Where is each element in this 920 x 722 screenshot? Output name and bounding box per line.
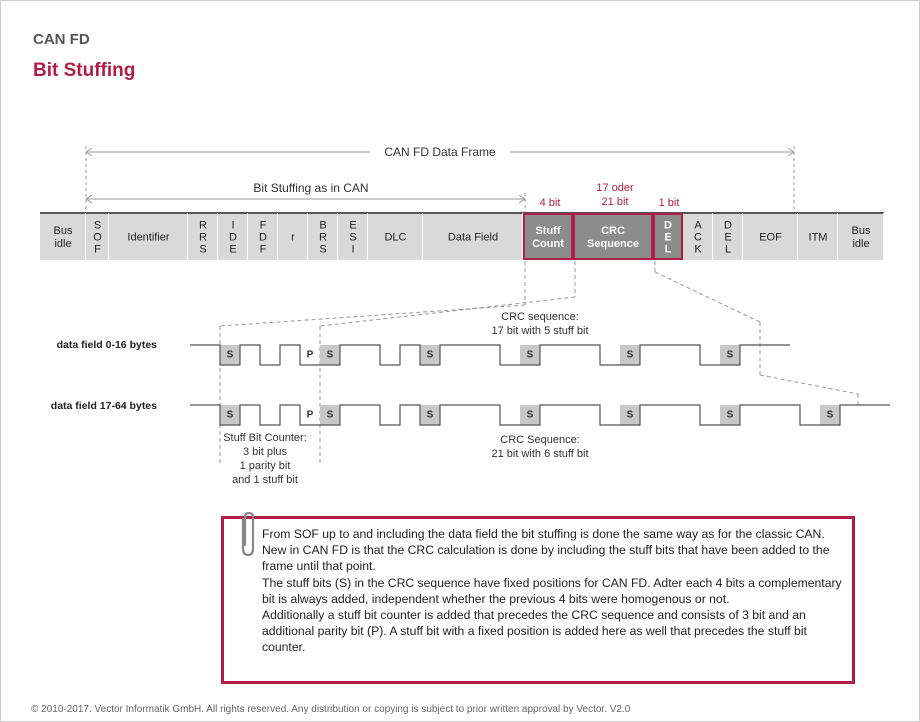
stuff-bit bbox=[520, 345, 540, 365]
svg-text:S: S bbox=[326, 409, 334, 421]
paperclip-icon bbox=[236, 511, 260, 559]
note-paragraph: New in CAN FD is that the CRC calculation is done by including the stuff bits that have been added to the frame until that point. bbox=[262, 543, 830, 574]
field-label: I bbox=[351, 243, 355, 256]
parity-bit bbox=[307, 350, 314, 361]
field-stuff-count bbox=[523, 213, 573, 260]
svg-text:S: S bbox=[626, 349, 634, 361]
frame-fields bbox=[40, 213, 884, 260]
field-label: EOF bbox=[759, 231, 782, 244]
stuff-bit bbox=[620, 405, 640, 425]
field-label: E bbox=[229, 243, 237, 256]
frame-span-label: CAN FD Data Frame bbox=[384, 145, 496, 159]
explanation-note bbox=[221, 516, 855, 684]
svg-text:S: S bbox=[226, 409, 234, 421]
waveforms bbox=[190, 345, 890, 425]
field-esi bbox=[338, 213, 368, 260]
field-label: F bbox=[259, 243, 267, 256]
svg-text:S: S bbox=[726, 409, 734, 421]
stuff-bit bbox=[820, 405, 840, 425]
field-brs bbox=[308, 213, 338, 260]
stuff-bit bbox=[420, 345, 440, 365]
field-label: S bbox=[93, 219, 102, 232]
crc-note2-line1: CRC Sequence: bbox=[500, 434, 580, 446]
svg-text:S: S bbox=[326, 349, 334, 361]
svg-text:S: S bbox=[726, 349, 734, 361]
field-label: I bbox=[231, 219, 235, 232]
waveform-row2 bbox=[190, 405, 890, 425]
slide-title: Bit Stuffing bbox=[33, 60, 136, 81]
field-label: F bbox=[259, 219, 267, 232]
field-rrs bbox=[188, 213, 218, 260]
field-label: CRC bbox=[601, 225, 625, 237]
crc-note1-line1: CRC sequence: bbox=[501, 311, 579, 323]
field-label: idle bbox=[54, 238, 72, 250]
crc-bits-label-line1: 17 oder bbox=[596, 182, 634, 194]
crc-note1-line2: 17 bit with 5 stuff bit bbox=[491, 325, 589, 337]
field-crc-sequence bbox=[573, 213, 653, 260]
counter-note-line4: and 1 stuff bit bbox=[232, 474, 298, 486]
field-label: E bbox=[664, 231, 672, 244]
stuff-bit bbox=[220, 405, 240, 425]
field-label: B bbox=[319, 219, 327, 232]
field-label: F bbox=[94, 243, 101, 256]
field-label: R bbox=[199, 231, 207, 244]
note-text bbox=[262, 526, 847, 656]
svg-text:S: S bbox=[226, 349, 234, 361]
svg-text:S: S bbox=[826, 409, 834, 421]
parity-bit bbox=[307, 410, 314, 421]
frame-span-arrow bbox=[86, 143, 794, 212]
field-label: ITM bbox=[808, 231, 828, 244]
field-label: D bbox=[229, 231, 237, 244]
field-label: E bbox=[349, 219, 357, 232]
stuff-bit bbox=[720, 405, 740, 425]
field-label: S bbox=[199, 243, 207, 256]
field-label: Sequence bbox=[587, 238, 639, 250]
field-crc-del bbox=[653, 213, 683, 260]
svg-text:P: P bbox=[306, 349, 314, 361]
field-label: K bbox=[694, 243, 702, 256]
field-ack bbox=[683, 213, 713, 260]
field-label: Data Field bbox=[447, 231, 499, 244]
field-label: Count bbox=[532, 238, 564, 250]
field-label: C bbox=[694, 231, 702, 244]
field-label: R bbox=[199, 219, 207, 232]
stuff-bit bbox=[220, 345, 240, 365]
stuffing-span-label: Bit Stuffing as in CAN bbox=[253, 181, 369, 195]
copyright-footer: © 2010-2017. Vector Informatik GmbH. All rights reserved. Any distribution or copying is subject to prior written approval by Vector. V2.0 bbox=[31, 704, 631, 715]
svg-text:S: S bbox=[426, 409, 434, 421]
crc-bits-label-line2: 21 bit bbox=[601, 196, 629, 208]
field-label: Bus bbox=[53, 225, 73, 237]
field-sof bbox=[86, 213, 109, 260]
field-label: r bbox=[291, 231, 295, 244]
stuff-bit bbox=[320, 405, 340, 425]
stuffing-span-arrow bbox=[86, 181, 525, 212]
field-bus-idle-start bbox=[40, 213, 86, 260]
crc-note2-line2: 21 bit with 6 stuff bit bbox=[491, 448, 589, 460]
field-label: L bbox=[664, 243, 672, 256]
waveform-row1 bbox=[190, 345, 790, 365]
svg-text:S: S bbox=[626, 409, 634, 421]
field-label: idle bbox=[852, 238, 870, 250]
stuff-bit bbox=[420, 405, 440, 425]
counter-note-line2: 3 bit plus bbox=[242, 446, 288, 458]
svg-text:S: S bbox=[526, 409, 534, 421]
field-label: D bbox=[259, 231, 267, 244]
field-label: Bus bbox=[851, 225, 871, 237]
field-label: E bbox=[724, 231, 732, 244]
field-label: D bbox=[724, 219, 732, 232]
field-label: Identifier bbox=[127, 231, 170, 244]
field-ide bbox=[218, 213, 248, 260]
stuff-bit bbox=[520, 405, 540, 425]
row1-label: data field 0-16 bytes bbox=[56, 339, 157, 351]
stuff-bit bbox=[620, 345, 640, 365]
field-label: Stuff bbox=[535, 225, 561, 237]
svg-text:S: S bbox=[526, 349, 534, 361]
row2-label: data field 17-64 bytes bbox=[50, 400, 157, 412]
field-label: R bbox=[319, 231, 327, 244]
stuff-bit bbox=[320, 345, 340, 365]
field-eof bbox=[743, 213, 798, 260]
field-r bbox=[278, 213, 308, 260]
field-label: O bbox=[93, 231, 102, 244]
field-label: D bbox=[664, 219, 672, 232]
field-label: S bbox=[349, 231, 357, 244]
field-dlc bbox=[368, 213, 423, 260]
note-paragraph: The stuff bits (S) in the CRC sequence have fixed positions for CAN FD. Adter each 4 bits a complementary bit is always added, independent whether the previous 4 bits were homogenous or not. bbox=[262, 575, 842, 606]
field-ack-del bbox=[713, 213, 743, 260]
note-paragraph: Additionally a stuff bit counter is added that precedes the CRC sequence and consists of 3 bit and an additional parity bit (P). A stuff bit with a fixed position is added here as well that precedes the stuff bit counter. bbox=[262, 608, 807, 655]
svg-text:S: S bbox=[426, 349, 434, 361]
del-bits-label: 1 bit bbox=[658, 197, 680, 209]
field-itm bbox=[798, 213, 838, 260]
svg-text:P: P bbox=[306, 409, 314, 421]
field-label: S bbox=[319, 243, 327, 256]
field-bus-idle-end bbox=[838, 213, 884, 260]
note-paragraph: From SOF up to and including the data field the bit stuffing is done the same way as for the classic CAN. bbox=[262, 527, 825, 541]
counter-note-line1: Stuff Bit Counter: bbox=[223, 432, 307, 444]
field-fdf bbox=[248, 213, 278, 260]
field-label: DLC bbox=[384, 231, 407, 244]
stuff-bit bbox=[720, 345, 740, 365]
field-data-field bbox=[423, 213, 523, 260]
stuff-count-bits-label: 4 bit bbox=[539, 197, 561, 209]
slide-subtitle: CAN FD bbox=[33, 31, 90, 48]
field-identifier bbox=[109, 213, 188, 260]
field-label: L bbox=[724, 243, 732, 256]
field-label: A bbox=[694, 219, 702, 232]
counter-note-line3: 1 parity bit bbox=[239, 460, 291, 472]
